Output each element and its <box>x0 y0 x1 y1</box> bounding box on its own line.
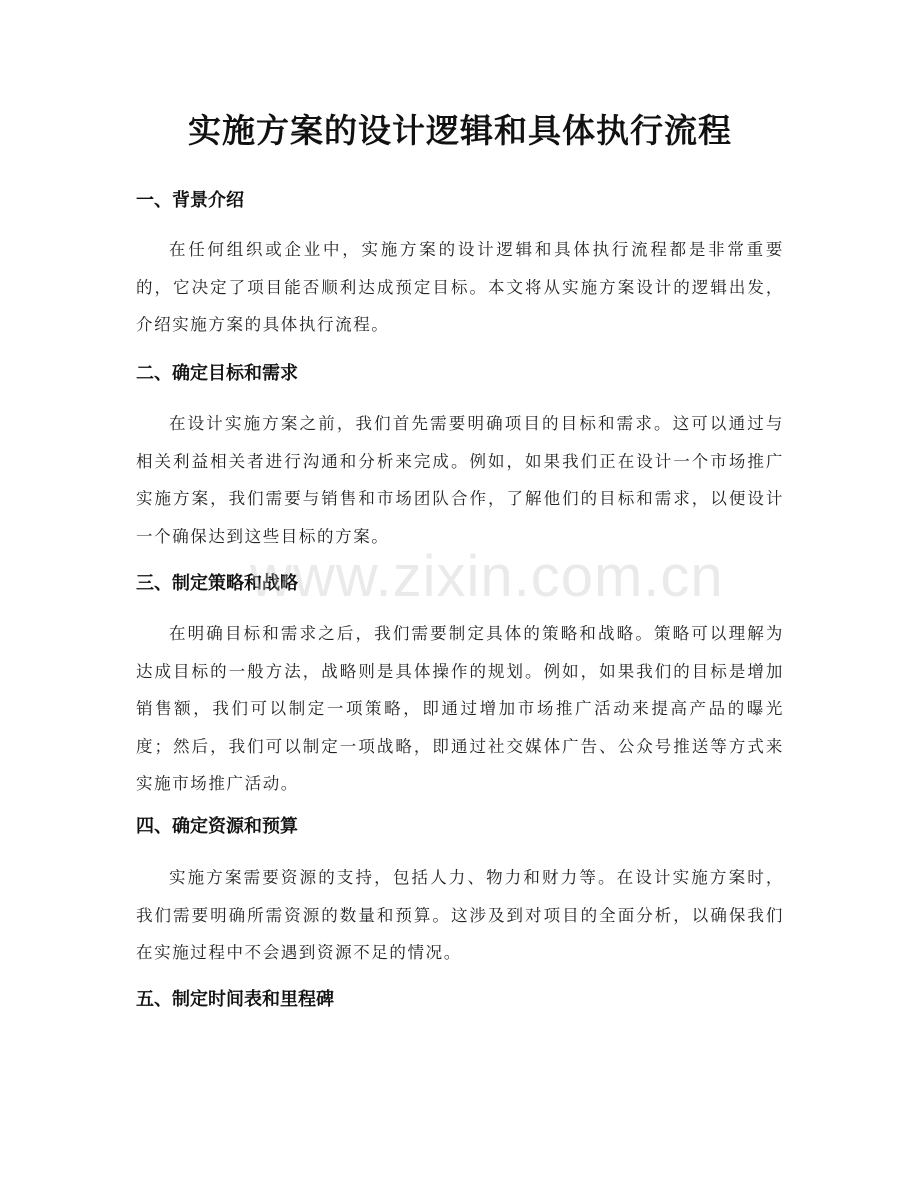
document-title: 实施方案的设计逻辑和具体执行流程 <box>188 111 732 150</box>
section-heading-resources: 四、确定资源和预算 <box>136 816 298 837</box>
section-paragraph-background: 在任何组织或企业中，实施方案的设计逻辑和具体执行流程都是非常重要的，它决定了项目能否顺利达成预定目标。本文将从实施方案设计的逻辑出发，介绍实施方案的具体执行流程。 <box>136 240 784 334</box>
section-heading-strategy: 三、制定策略和战略 <box>136 573 298 594</box>
section-heading-background: 一、背景介绍 <box>136 190 244 211</box>
section-paragraph-resources: 实施方案需要资源的支持，包括人力、物力和财力等。在设计实施方案时，我们需要明确所需资源的数量和预算。这涉及到对项目的全面分析，以确保我们在实施过程中不会遇到资源不足的情况。 <box>136 868 784 962</box>
section-heading-timeline: 五、制定时间表和里程碑 <box>136 989 334 1010</box>
section-paragraph-goals: 在设计实施方案之前，我们首先需要明确项目的目标和需求。这可以通过与相关利益相关者进行沟通和分析来完成。例如，如果我们正在设计一个市场推广实施方案，我们需要与销售和市场团队合作，了解他们的目标和需求，以便设计一个确保达到这些目标的方案。 <box>136 414 784 546</box>
section-heading-goals: 二、确定目标和需求 <box>136 363 298 384</box>
section-paragraph-strategy: 在明确目标和需求之后，我们需要制定具体的策略和战略。策略可以理解为达成目标的一般方法，战略则是具体操作的规划。例如，如果我们的目标是增加销售额，我们可以制定一项策略，即通过增加市场推广活动来提高产品的曝光度；然后，我们可以制定一项战略，即通过社交媒体广告、公众号推送等方式来实施市场推广活动。 <box>136 624 784 793</box>
watermark: www.zixin.com.cn <box>250 544 724 609</box>
